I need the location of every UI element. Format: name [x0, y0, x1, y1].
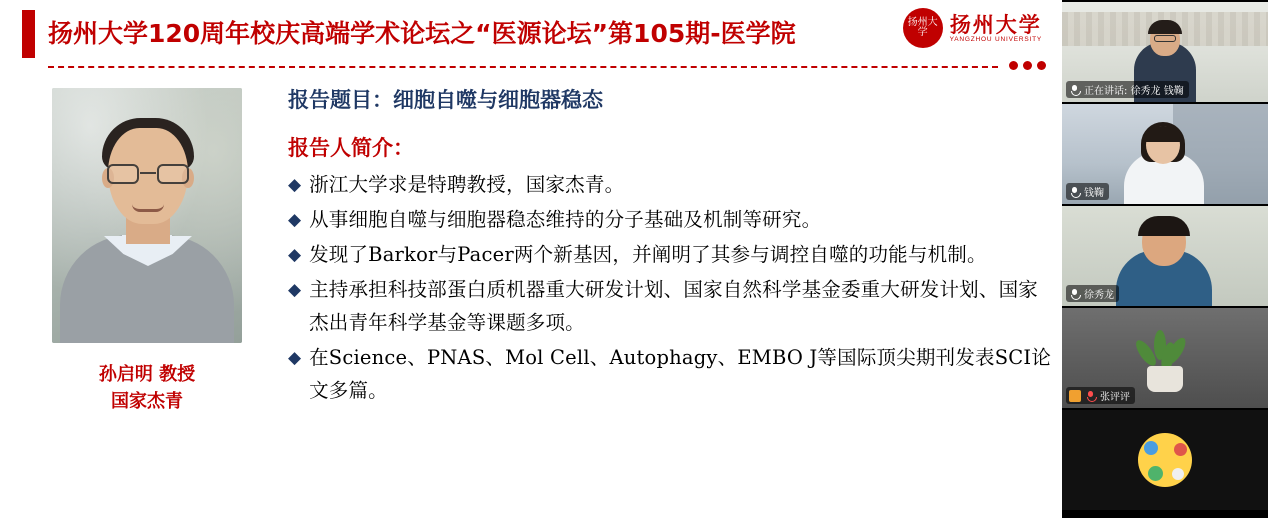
bio-bullet-text: 从事细胞自噬与细胞器稳态维持的分子基础及机制等研究。 [309, 208, 822, 231]
bio-bullet-5 [288, 341, 1053, 407]
bio-bullet-4 [288, 273, 1053, 339]
bio-bullet-3 [288, 238, 1053, 271]
participant-name: 正在讲话: 徐秀龙 钱鞠 [1084, 86, 1184, 97]
header-divider [48, 66, 998, 68]
glasses-lens-left [107, 164, 139, 184]
participant-name-chip [1066, 81, 1189, 98]
bio-bullet-text: 浙江大学求是特聘教授，国家杰青。 [309, 173, 625, 196]
video-tile-participant-5[interactable] [1062, 410, 1268, 510]
diamond-bullet-icon: ◆ [288, 280, 302, 299]
slide-body [288, 84, 1053, 409]
plant-leaves [1136, 328, 1194, 370]
video-tile-participant-1[interactable] [1062, 2, 1268, 102]
video-feed [1062, 410, 1268, 510]
bio-bullet-1 [288, 168, 1053, 201]
participant-name-chip [1066, 387, 1135, 404]
mic-icon [1069, 186, 1080, 197]
participant-name-chip [1066, 285, 1119, 302]
diamond-bullet-icon: ◆ [288, 175, 302, 194]
slide-forum-title: 扬州大学120周年校庆高端学术论坛之“医源论坛”第105期-医学院 [48, 19, 796, 48]
participant-glasses [1154, 35, 1176, 42]
university-name-en: YANGZHOU UNIVERSITY [949, 35, 1042, 43]
glasses-bridge [140, 172, 156, 174]
speaker-title: 国家杰青 [111, 391, 183, 412]
bio-bullet-text: 在Science、PNAS、Mol Cell、Autophagy、EMBO J等国际顶尖期刊发表SCI论文多篇。 [309, 346, 1052, 402]
header-dots-decoration [1009, 61, 1046, 70]
speaker-caption [52, 361, 242, 417]
video-tile-participant-2[interactable] [1062, 104, 1268, 204]
avatar-shape [1148, 466, 1163, 481]
university-logo-text [950, 13, 1042, 43]
avatar-shape [1174, 443, 1187, 456]
raise-hand-badge-icon [1069, 390, 1081, 402]
avatar-shape [1144, 441, 1158, 455]
header-accent-bar [22, 10, 35, 58]
dot-icon [1023, 61, 1032, 70]
plant-pot [1147, 366, 1183, 392]
dot-icon [1009, 61, 1018, 70]
mic-muted-icon [1085, 390, 1096, 401]
bio-bullet-text: 主持承担科技部蛋白质机器重大研发计划、国家自然科学基金委重大研发计划、国家杰出青年科学基金等课题多项。 [309, 278, 1038, 334]
glasses-lens-right [157, 164, 189, 184]
video-tile-participant-4[interactable] [1062, 308, 1268, 408]
mic-icon [1069, 288, 1080, 299]
participant-avatar [1138, 433, 1192, 487]
university-logo [903, 8, 1042, 48]
speaker-column [52, 88, 242, 417]
speaker-photo [52, 88, 242, 343]
participant-name: 张评评 [1100, 392, 1130, 403]
dot-icon [1037, 61, 1046, 70]
bio-bullet-text: 发现了Barkor与Pacer两个新基因，并阐明了其参与调控自噬的功能与机制。 [309, 243, 987, 266]
photo-glasses [107, 164, 189, 186]
avatar-shape [1172, 468, 1184, 480]
university-name-cn: 扬州大学 [949, 11, 1042, 37]
diamond-bullet-icon: ◆ [288, 245, 302, 264]
speaker-name: 孙启明 教授 [98, 364, 196, 385]
photo-mouth [132, 204, 164, 212]
university-seal-icon: 扬州大学 [903, 8, 943, 48]
slide-header [0, 0, 1062, 72]
participant-hair [1138, 216, 1190, 236]
participant-video-rail[interactable] [1062, 0, 1268, 518]
bio-heading: 报告人简介： [288, 136, 414, 160]
participant-name: 钱鞠 [1084, 188, 1104, 199]
participant-name: 徐秀龙 [1084, 290, 1114, 301]
participant-name-chip [1066, 183, 1109, 200]
diamond-bullet-icon: ◆ [288, 210, 302, 229]
mic-icon [1069, 84, 1080, 95]
diamond-bullet-icon: ◆ [288, 348, 302, 367]
bio-bullet-2 [288, 203, 1053, 236]
topic-heading: 报告题目：细胞自噬与细胞器稳态 [288, 88, 603, 112]
video-tile-participant-3[interactable] [1062, 206, 1268, 306]
